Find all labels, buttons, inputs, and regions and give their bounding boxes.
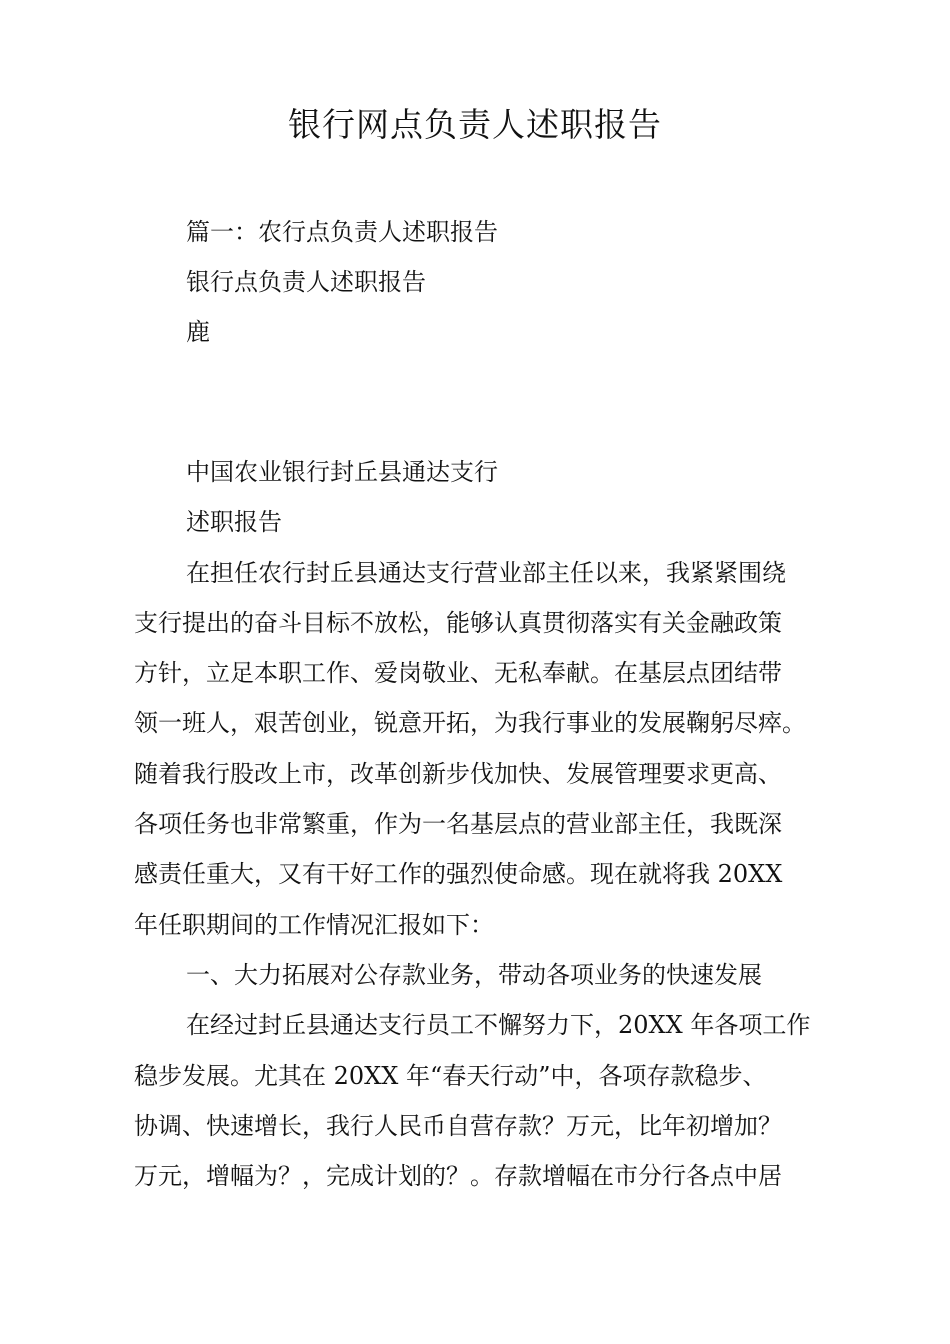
paragraph-line: 感责任重大，又有干好工作的强烈使命感。现在就将我 20XX <box>134 860 783 889</box>
body-line: 中国农业银行封丘县通达支行 <box>186 458 498 486</box>
paragraph-line: 稳步发展。尤其在 20XX 年“春天行动”中，各项存款稳步、 <box>134 1061 767 1090</box>
body-line: 述职报告 <box>186 508 282 537</box>
paragraph-line: 各项任务也非常繁重，作为一名基层点的营业部主任，我既深 <box>134 810 782 839</box>
paragraph-line: 万元，增幅为？，完成计划的？。存款增幅在市分行各点中居 <box>134 1162 782 1191</box>
subtitle-line: 鹿 <box>186 318 210 346</box>
header-lines <box>186 207 498 357</box>
paragraph-line: 在担任农行封丘县通达支行营业部主任以来，我紧紧围绕 <box>186 558 786 587</box>
paragraph-line: 随着我行股改上市，改革创新步伐加快、发展管理要求更高、 <box>134 759 782 788</box>
document-body <box>134 447 834 1201</box>
subtitle-line: 篇一：农行点负责人述职报告 <box>186 218 498 246</box>
paragraph-line: 方针，立足本职工作、爱岗敬业、无私奉献。在基层点团结带 <box>134 659 782 688</box>
paragraph-line: 领一班人，艰苦创业，锐意开拓，为我行事业的发展鞠躬尽瘁。 <box>134 709 806 738</box>
paragraph-line: 年任职期间的工作情况汇报如下： <box>134 910 494 939</box>
section-heading: 一、大力拓展对公存款业务，带动各项业务的快速发展 <box>186 960 762 989</box>
paragraph-line: 协调、快速增长，我行人民币自营存款？万元，比年初增加？ <box>134 1111 782 1140</box>
subtitle-line: 银行点负责人述职报告 <box>186 268 426 296</box>
paragraph-line: 在经过封丘县通达支行员工不懈努力下，20XX 年各项工作 <box>186 1011 811 1040</box>
paragraph-line: 支行提出的奋斗目标不放松，能够认真贯彻落实有关金融政策 <box>134 608 782 637</box>
document-title: 银行网点负责人述职报告 <box>288 105 662 144</box>
